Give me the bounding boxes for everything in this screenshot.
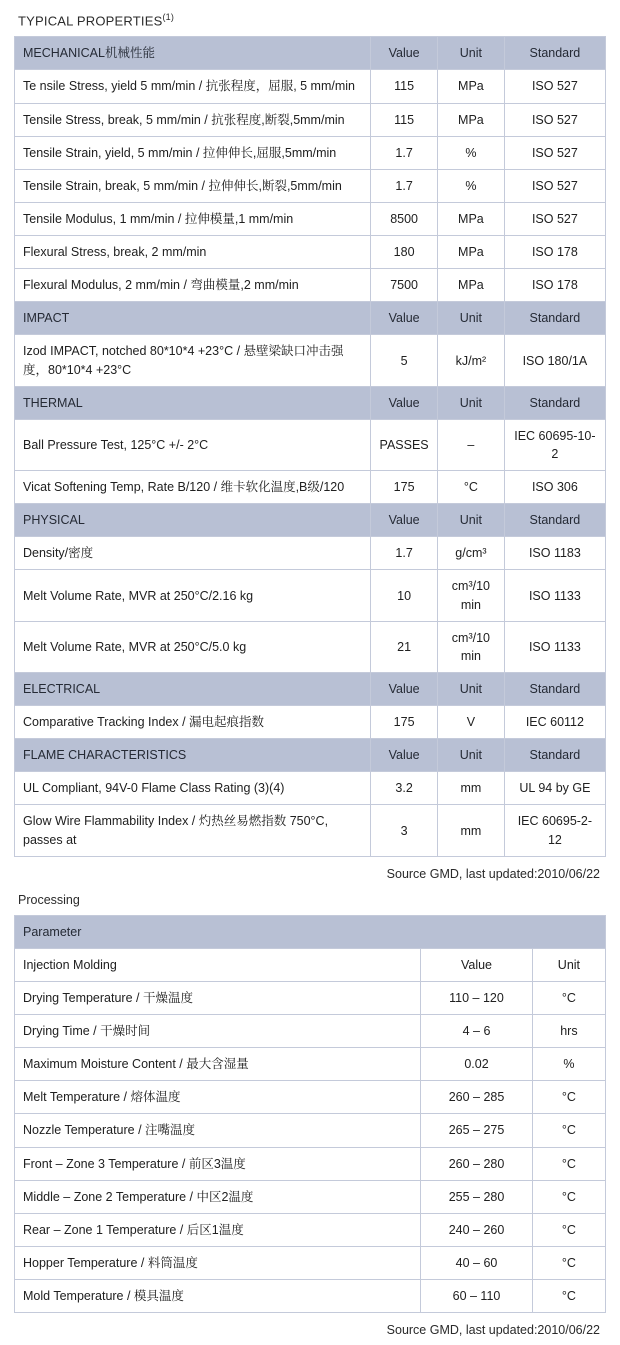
column-header-unit: Unit	[438, 302, 505, 335]
property-standard: ISO 178	[504, 269, 605, 302]
processing-unit: °C	[532, 1147, 605, 1180]
property-unit: MPa	[438, 202, 505, 235]
property-value: 115	[371, 103, 438, 136]
property-value: 8500	[371, 202, 438, 235]
property-value: 175	[371, 706, 438, 739]
table-row	[15, 1180, 606, 1213]
table-row	[15, 1114, 606, 1147]
property-standard: ISO 306	[504, 471, 605, 504]
processing-unit: hrs	[532, 1015, 605, 1048]
processing-parameter: Front – Zone 3 Temperature / 前区3温度	[15, 1147, 421, 1180]
property-value: 3	[371, 805, 438, 856]
property-description: Melt Volume Rate, MVR at 250°C/2.16 kg	[15, 570, 371, 621]
processing-value: 260 – 280	[421, 1147, 533, 1180]
processing-column-header-row	[15, 948, 606, 981]
processing-value: 255 – 280	[421, 1180, 533, 1213]
table-row	[15, 981, 606, 1014]
property-value: 10	[371, 570, 438, 621]
table-row	[15, 169, 606, 202]
property-standard: ISO 527	[504, 169, 605, 202]
processing-parameter: Drying Temperature / 干燥温度	[15, 981, 421, 1014]
property-unit: °C	[438, 471, 505, 504]
category-label: FLAME CHARACTERISTICS	[15, 739, 371, 772]
property-value: PASSES	[371, 419, 438, 470]
table-row	[15, 706, 606, 739]
table-row	[15, 1213, 606, 1246]
processing-unit: °C	[532, 1114, 605, 1147]
processing-parameter: Hopper Temperature / 料筒温度	[15, 1246, 421, 1279]
processing-value: 40 – 60	[421, 1246, 533, 1279]
property-standard: ISO 1183	[504, 537, 605, 570]
processing-parameter: Rear – Zone 1 Temperature / 后区1温度	[15, 1213, 421, 1246]
column-header-standard: Standard	[504, 504, 605, 537]
column-header-unit: Unit	[438, 672, 505, 705]
property-unit: cm³/10 min	[438, 621, 505, 672]
processing-value: 260 – 285	[421, 1081, 533, 1114]
table-row	[15, 621, 606, 672]
property-unit: –	[438, 419, 505, 470]
column-header-unit: Unit	[438, 739, 505, 772]
table-row	[15, 772, 606, 805]
property-description: Comparative Tracking Index / 漏电起痕指数	[15, 706, 371, 739]
processing-parameter: Middle – Zone 2 Temperature / 中区2温度	[15, 1180, 421, 1213]
column-header-value: Value	[371, 672, 438, 705]
processing-value: 240 – 260	[421, 1213, 533, 1246]
property-unit: mm	[438, 772, 505, 805]
processing-unit: %	[532, 1048, 605, 1081]
property-standard: ISO 1133	[504, 570, 605, 621]
property-description: Ball Pressure Test, 125°C +/- 2°C	[15, 419, 371, 470]
property-unit: mm	[438, 805, 505, 856]
property-value: 175	[371, 471, 438, 504]
property-value: 1.7	[371, 136, 438, 169]
category-label: THERMAL	[15, 386, 371, 419]
table-row	[15, 1048, 606, 1081]
property-description: Tensile Stress, break, 5 mm/min / 抗张程度,断裂,5mm/min	[15, 103, 371, 136]
table-row	[15, 1081, 606, 1114]
property-value: 1.7	[371, 537, 438, 570]
property-unit: MPa	[438, 70, 505, 103]
table-row	[15, 202, 606, 235]
column-header-unit: Unit	[438, 37, 505, 70]
processing-value: 110 – 120	[421, 981, 533, 1014]
property-description: Tensile Strain, yield, 5 mm/min / 拉伸伸长,屈服,5mm/min	[15, 136, 371, 169]
property-standard: IEC 60112	[504, 706, 605, 739]
processing-section-label: Processing	[18, 892, 80, 907]
processing-parameter: Mold Temperature / 模具温度	[15, 1280, 421, 1313]
processing-unit: °C	[532, 1180, 605, 1213]
table-header-row-flame	[15, 739, 606, 772]
property-description: Te nsile Stress, yield 5 mm/min / 抗张程度，屈服, 5 mm/min	[15, 70, 371, 103]
processing-unit: °C	[532, 1213, 605, 1246]
column-header-standard: Standard	[504, 37, 605, 70]
processing-value: 4 – 6	[421, 1015, 533, 1048]
table-row	[15, 1280, 606, 1313]
column-header-standard: Standard	[504, 386, 605, 419]
page-title-footnote-marker: (1)	[162, 12, 175, 22]
column-header-value: Value	[371, 504, 438, 537]
property-standard: UL 94 by GE	[504, 772, 605, 805]
property-description: Tensile Modulus, 1 mm/min / 拉伸模量,1 mm/min	[15, 202, 371, 235]
property-unit: %	[438, 136, 505, 169]
property-value: 3.2	[371, 772, 438, 805]
table-row	[15, 537, 606, 570]
category-label: IMPACT	[15, 302, 371, 335]
processing-unit: °C	[532, 981, 605, 1014]
property-value: 7500	[371, 269, 438, 302]
typical-properties-table	[14, 36, 606, 856]
property-value: 5	[371, 335, 438, 386]
processing-column-header-parameter: Injection Molding	[15, 948, 421, 981]
property-value: 115	[371, 70, 438, 103]
processing-source-note: Source GMD, last updated:2010/06/22	[386, 1323, 600, 1338]
property-standard: ISO 1133	[504, 621, 605, 672]
property-standard: ISO 178	[504, 236, 605, 269]
table-header-row-impact	[15, 302, 606, 335]
property-standard: ISO 527	[504, 103, 605, 136]
table-row	[15, 1147, 606, 1180]
processing-column-header-unit: Unit	[532, 948, 605, 981]
property-unit: g/cm³	[438, 537, 505, 570]
property-standard: ISO 180/1A	[504, 335, 605, 386]
processing-parameter: Maximum Moisture Content / 最大含湿量	[15, 1048, 421, 1081]
property-standard: IEC 60695-10-2	[504, 419, 605, 470]
property-unit: %	[438, 169, 505, 202]
typical-properties-body	[15, 37, 606, 856]
property-description: Izod IMPACT, notched 80*10*4 +23°C / 悬壁梁缺口冲击强度，80*10*4 +23°C	[15, 335, 371, 386]
property-standard: ISO 527	[504, 70, 605, 103]
processing-parameter: Melt Temperature / 熔体温度	[15, 1081, 421, 1114]
table-row	[15, 419, 606, 470]
table-row	[15, 70, 606, 103]
table-row	[15, 570, 606, 621]
processing-parameter: Drying Time / 干燥时间	[15, 1015, 421, 1048]
property-standard: ISO 527	[504, 136, 605, 169]
column-header-value: Value	[371, 302, 438, 335]
table-row	[15, 103, 606, 136]
table-row	[15, 1246, 606, 1279]
property-unit: cm³/10 min	[438, 570, 505, 621]
column-header-value: Value	[371, 37, 438, 70]
property-unit: kJ/m²	[438, 335, 505, 386]
processing-table-body	[15, 915, 606, 1313]
property-description: Melt Volume Rate, MVR at 250°C/5.0 kg	[15, 621, 371, 672]
table-row	[15, 1015, 606, 1048]
property-description: Vicat Softening Temp, Rate B/120 / 维卡软化温度,B级/120	[15, 471, 371, 504]
property-standard: ISO 527	[504, 202, 605, 235]
table-header-row-electrical	[15, 672, 606, 705]
property-value: 180	[371, 236, 438, 269]
table-header-row-thermal	[15, 386, 606, 419]
table-header-row-mechanical	[15, 37, 606, 70]
processing-parameter: Nozzle Temperature / 注嘴温度	[15, 1114, 421, 1147]
table-row	[15, 471, 606, 504]
table-row	[15, 805, 606, 856]
category-label: PHYSICAL	[15, 504, 371, 537]
processing-value: 60 – 110	[421, 1280, 533, 1313]
processing-unit: °C	[532, 1246, 605, 1279]
processing-value: 265 – 275	[421, 1114, 533, 1147]
property-description: Flexural Stress, break, 2 mm/min	[15, 236, 371, 269]
processing-unit: °C	[532, 1081, 605, 1114]
processing-table	[14, 915, 606, 1314]
property-unit: MPa	[438, 103, 505, 136]
property-description: Density/密度	[15, 537, 371, 570]
page-title	[14, 8, 606, 36]
column-header-unit: Unit	[438, 504, 505, 537]
table-row	[15, 335, 606, 386]
property-unit: V	[438, 706, 505, 739]
properties-source-note: Source GMD, last updated:2010/06/22	[386, 866, 600, 881]
category-label: MECHANICAL机械性能	[15, 37, 371, 70]
property-description: Tensile Strain, break, 5 mm/min / 拉伸伸长,断裂,5mm/min	[15, 169, 371, 202]
column-header-standard: Standard	[504, 302, 605, 335]
table-row	[15, 136, 606, 169]
column-header-value: Value	[371, 386, 438, 419]
column-header-value: Value	[371, 739, 438, 772]
property-description: Flexural Modulus, 2 mm/min / 弯曲模量,2 mm/min	[15, 269, 371, 302]
table-row	[15, 236, 606, 269]
table-header-row-physical	[15, 504, 606, 537]
processing-unit: °C	[532, 1280, 605, 1313]
property-standard: IEC 60695-2-12	[504, 805, 605, 856]
property-value: 1.7	[371, 169, 438, 202]
property-unit: MPa	[438, 269, 505, 302]
category-label: ELECTRICAL	[15, 672, 371, 705]
property-unit: MPa	[438, 236, 505, 269]
property-description: UL Compliant, 94V-0 Flame Class Rating (3)(4)	[15, 772, 371, 805]
page-title-text: TYPICAL PROPERTIES	[18, 13, 163, 29]
column-header-unit: Unit	[438, 386, 505, 419]
processing-parameter-header: Parameter	[15, 915, 606, 948]
processing-value: 0.02	[421, 1048, 533, 1081]
table-row	[15, 269, 606, 302]
processing-parameter-header-row	[15, 915, 606, 948]
property-description: Glow Wire Flammability Index / 灼热丝易燃指数 750°C, passes at	[15, 805, 371, 856]
processing-column-header-value: Value	[421, 948, 533, 981]
column-header-standard: Standard	[504, 672, 605, 705]
column-header-standard: Standard	[504, 739, 605, 772]
property-value: 21	[371, 621, 438, 672]
